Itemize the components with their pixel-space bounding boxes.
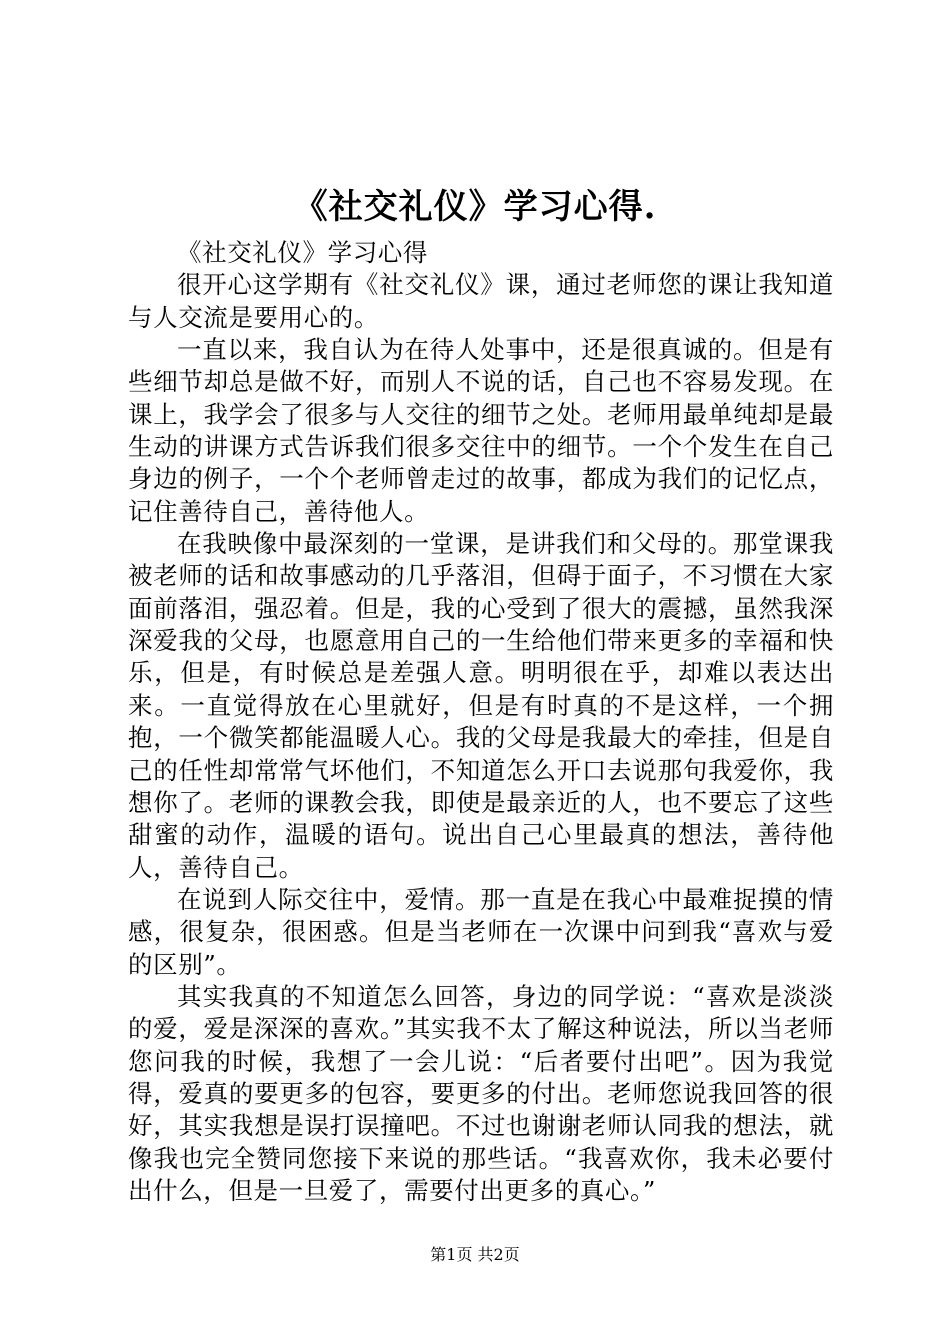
document-title: 《社交礼仪》学习心得. <box>293 187 657 227</box>
paragraph: 其实我真的不知道怎么回答，身边的同学说：“喜欢是淡淡的爱，爱是深深的喜欢。”其实我不太了解这种说法，所以当老师您问我的时候，我想了一会儿说：“后者要付出吧”。因为我觉得，爱真的要更多的包容，要更多的付出。老师您说我回答的很好，其实我想是误打误撞吧。不过也谢谢老师认同我的想法，就像我也完全赞同您接下来说的那些话。“我喜欢你，我未必要付出什么，但是一旦爱了，需要付出更多的真心。” <box>128 981 834 1205</box>
paragraph: 在说到人际交往中，爱情。那一直是在我心中最难捉摸的情感，很复杂，很困惑。但是当老师在一次课中问到我“喜欢与爱的区别”。 <box>128 884 834 979</box>
paragraph: 在我映像中最深刻的一堂课，是讲我们和父母的。那堂课我被老师的话和故事感动的几乎落泪，但碍于面子，不习惯在大家面前落泪，强忍着。但是，我的心受到了很大的震撼，虽然我深深爱我的父母，也愿意用自己的一生给他们带来更多的幸福和快乐，但是，有时候总是差强人意。明明很在乎，却难以表达出来。一直觉得放在心里就好，但是有时真的不是这样，一个拥抱，一个微笑都能温暖人心。我的父母是我最大的牵挂，但是自己的任性却常常气坏他们，不知道怎么开口去说那句我爱你，我想你了。老师的课教会我，即使是最亲近的人，也不要忘了这些甜蜜的动作，温暖的语句。说出自己心里最真的想法，善待他人，善待自己。 <box>128 529 834 882</box>
paragraph-subtitle: 《社交礼仪》学习心得 <box>177 238 428 267</box>
document-body <box>128 237 834 1207</box>
paragraph: 一直以来，我自认为在待人处事中，还是很真诚的。但是有些细节却总是做不好，而别人不说的话，自己也不容易发现。在课上，我学会了很多与人交往的细节之处。老师用最单纯却是最生动的讲课方式告诉我们很多交往中的细节。一个个发生在自己身边的例子，一个个老师曾走过的故事，都成为我们的记忆点，记住善待自己，善待他人。 <box>128 335 834 526</box>
page-number-footer: 第1页 共2页 <box>430 1245 520 1264</box>
paragraph: 很开心这学期有《社交礼仪》课，通过老师您的课让我知道与人交流是要用心的。 <box>128 270 834 332</box>
